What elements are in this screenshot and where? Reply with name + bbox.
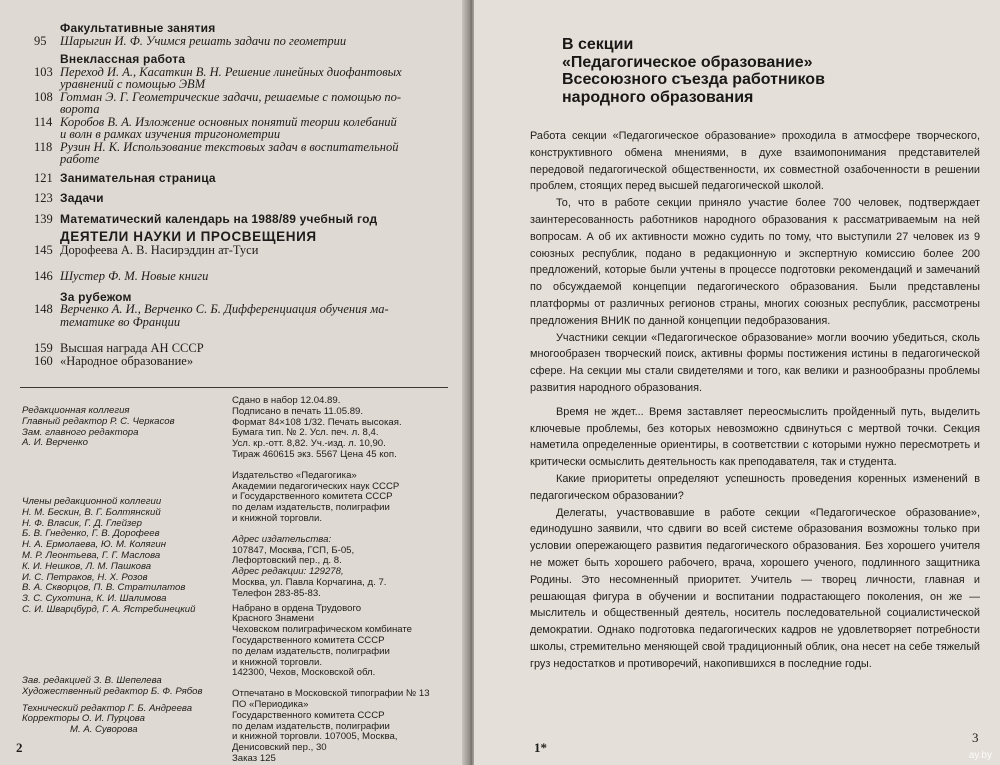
member-line: С. И. Шварцбурд, Г. А. Ястребинецкий (22, 603, 196, 615)
print-line: Формат 84×108 1/32. Печать высокая. (232, 416, 402, 428)
toc-title: Шустер Ф. М. Новые книги (60, 269, 209, 283)
member-line: Н. М. Бескин, В. Г. Болтянский (22, 506, 161, 518)
toc-entry (20, 355, 450, 368)
toc-page-number: 123 (34, 191, 53, 205)
toc-page-number: 145 (34, 242, 53, 257)
heading-line: народного образования (562, 88, 754, 106)
printed-line: Государственного комитета СССР (232, 709, 385, 721)
toc-title: Внеклассная работа (60, 52, 186, 66)
toc-page-number (20, 316, 60, 329)
address-line: Телефон 283-85-83. (232, 587, 321, 599)
toc-page-number: 160 (34, 353, 53, 368)
toc-title: и волн в рамках изучения тригонометрии (60, 127, 281, 141)
toc-entry (20, 103, 450, 116)
member-line: К. И. Нешков, Л. М. Пашкова (22, 560, 152, 572)
member-line: В. А. Скворцов, П. В. Стратилатов (22, 582, 186, 594)
toc-title: Рузин Н. К. Использование текстовых задач в воспитательной (60, 139, 399, 154)
toc-title: Переход И. А., Касаткин В. Н. Решение линейных диофантовых (60, 64, 402, 79)
members-title: Члены редакционной коллегии (22, 496, 162, 507)
editorial-members (22, 497, 195, 616)
toc-page-number: 108 (34, 89, 53, 104)
toc-page-number: 114 (34, 114, 53, 129)
editorial-line: А. И. Верченко (22, 437, 89, 449)
toc-title: Верченко А. И., Верченко С. Б. Дифференциация обучения ма- (60, 302, 389, 316)
editorial-line: Главный редактор Р. С. Черкасов (22, 415, 175, 427)
toc-page-number (20, 103, 60, 116)
article-paragraph: Делегаты, участвовавшие в работе секции «Педагогическое образование», единодушно заявили, что сдвиги во всей системе образования возможны только при условии опережающего развития педагогического образования. Без хорошего учителя не может быть хорошего рабочего, врача, хорошего ученого, подлинного защитника Родины. Это несомненный приоритет. Учитель — творец личности, главная и решающая фигура в обучении и воспитании подрастающего поколения, он же — мыслитель и общественный деятель, носитель последовательной социалистической демократии. Однако подготовка педагогических кадров не удовлетворяет потребности школы, стремительно меняющей свой традиционный облик, она несет на себе тяжелый груз недостатков и противоречий, накопившихся в последние годы. (530, 506, 980, 670)
printed-line: Отпечатано в Московской типографии № 13 (232, 688, 430, 700)
staff-line: Художественный редактор Б. Ф. Рябов (22, 685, 203, 697)
print-line: Бумага тип. № 2. Усл. печ. л. 8,4. (232, 427, 379, 439)
plant-line: и книжной торговли. (232, 656, 323, 668)
toc-title: Математический календарь на 1988/89 учебный год (60, 211, 378, 226)
address-line: Адрес издательства: (232, 533, 332, 545)
plant-line: Красного Знамени (232, 613, 314, 625)
address-line: Адрес редакции: 129278, (232, 566, 344, 578)
toc-title: тематике во Франции (60, 314, 181, 329)
toc-title: Занимательная страница (60, 170, 216, 185)
toc-entry (20, 22, 450, 35)
left-page (0, 0, 468, 765)
toc-title: Дорофеева А. В. Насирэддин ат-Туси (60, 242, 259, 257)
publisher-line: по делам издательств, полиграфии (232, 502, 390, 514)
editorial-line: Зам. главного редактора (22, 426, 139, 438)
address-line: 107847, Москва, ГСП, Б-05, (232, 544, 355, 556)
plant-line: по делам издательств, полиграфии (232, 645, 390, 657)
heading-line: Всесоюзного съезда работников (562, 71, 825, 88)
toc-title: Задачи (60, 191, 104, 205)
toc-page-number: 139 (34, 211, 53, 226)
article-body (530, 128, 980, 673)
editorial-board (22, 406, 175, 449)
publisher-line: Академии педагогических наук СССР (232, 480, 400, 492)
toc-title: уравнений с помощью ЭВМ (60, 77, 206, 91)
toc-title: За рубежом (60, 289, 132, 304)
toc-title: Факультативные занятия (60, 21, 216, 35)
toc-title: Шарыгин И. Ф. Учимся решать задачи по геометрии (60, 33, 347, 48)
print-line: Тираж 460615 экз. 5567 Цена 45 коп. (232, 448, 397, 460)
toc-title: «Народное образование» (60, 353, 194, 368)
plant-line: Чеховском полиграфическом комбинате (232, 624, 412, 636)
article-paragraph: Какие приоритеты определяют успешность проведения коренных изменений в педагогическом образовании? (530, 472, 980, 502)
toc-page-number: 103 (34, 64, 53, 79)
toc-title: Высшая награда АН СССР (60, 341, 204, 355)
printed-line: и книжной торговли. 107005, Москва, (232, 731, 398, 743)
toc-entry (20, 128, 450, 141)
toc-entry (20, 342, 450, 355)
toc-page-number (20, 128, 60, 141)
member-line: М. Р. Леонтьева, Г. Г. Маслова (22, 549, 161, 561)
address-line: Лефортовский пер., д. 8. (232, 555, 342, 567)
heading-line: В секции (562, 36, 634, 53)
toc-title: Готман Э. Г. Геометрические задачи, решаемые с помощью по- (60, 89, 402, 104)
address-line: Москва, ул. Павла Корчагина, д. 7. (232, 576, 387, 588)
toc-entry (20, 231, 450, 244)
toc-title: Коробов В. А. Изложение основных понятий теории колебаний (60, 114, 397, 129)
toc-page-number (20, 53, 60, 66)
toc-title: работе (60, 152, 100, 166)
article-paragraph: То, что в работе секции приняло участие более 700 человек, подтверждает заинтересованность работников народного образования к рассматриваемым на ней вопросам. А об их активности можно судить по тому, что выступили 27 человек из 9 союзных республик, подано в редакционную и экспертную комиссию более 200 предложений, которые были учтены в процессе подготовки рекомендаций и замечаний по обсуждаемой концепции педагогического образования. Были представлены платформы от различных регионов страны, многих союзных республик, рассмотрены предложения ВНИК по данной концепции педобразования. (530, 197, 980, 327)
table-of-contents (20, 22, 450, 367)
toc-page-number (20, 22, 60, 35)
member-line: Н. Ф. Власик, Г. Д. Глейзер (22, 517, 142, 529)
toc-entry (20, 78, 450, 91)
printed-line: ПО «Периодика» (232, 698, 309, 710)
member-line: Б. В. Гнеденко, Г. В. Дорофеев (22, 528, 160, 540)
printed-line: Заказ 125 (232, 752, 276, 764)
toc-entry (20, 153, 450, 166)
printed-line: по делам издательств, полиграфии (232, 720, 390, 732)
toc-page-number (20, 78, 60, 91)
staff-line: М. А. Суворова (70, 724, 138, 736)
article-paragraph: Время не ждет... Время заставляет переосмыслить пройденный путь, выделить ключевые проблемы, без которых невозможно сдвинуться с мертвой точки. Секция наметила определенные ориентиры, в соответствии с которыми нужно пересмотреть и критически осмыслить деятельность как преподавателя, так и студента. (530, 405, 980, 469)
article-paragraph: Участники секции «Педагогическое образование» могли воочию убедиться, сколь многообразен творческий поиск, активны формы постижения истины в педагогической сфере. На секции мы стали свидетелями и того, как велики и разнообразны проблемы развития народного образования. (530, 331, 980, 394)
toc-entry (20, 316, 450, 329)
toc-page-number (20, 231, 60, 244)
printed-line: Денисовский пер., 30 (232, 742, 327, 754)
toc-page-number (20, 153, 60, 166)
signature-mark: 1* (534, 740, 547, 755)
toc-entry (20, 35, 450, 48)
toc-page-number: 159 (34, 341, 53, 355)
toc-page-number: 118 (34, 139, 53, 154)
publisher-line: и Государственного комитета СССР (232, 491, 393, 503)
divider-rule (20, 387, 448, 388)
imprint-column (232, 396, 452, 765)
publisher-line: Издательство «Педагогика» (232, 469, 357, 481)
toc-entry (20, 192, 450, 205)
editorial-staff (22, 676, 203, 736)
right-page (474, 0, 1000, 765)
member-line: З. С. Сухотина, К. И. Шалимова (22, 593, 167, 605)
article-paragraph: Работа секции «Педагогическое образование» проходила в атмосфере творческого, конструктивного обмена мнениями, в духе взаимопонимания представителей передовой педагогической общественности, их совместной озабоченности в решении проблем, стоящих перед высшей педагогической школой. (530, 130, 980, 193)
toc-entry (20, 303, 450, 316)
staff-line: Зав. редакцией З. В. Шепелева (22, 675, 162, 686)
heading-line: «Педагогическое образование» (562, 53, 813, 71)
toc-entry (20, 172, 450, 185)
plant-line: Государственного комитета СССР (232, 634, 385, 646)
print-line: Подписано в печать 11.05.89. (232, 405, 364, 417)
toc-title: ворота (60, 102, 100, 116)
member-line: Н. А. Ермолаева, Ю. М. Колягин (22, 539, 166, 551)
staff-line: Технический редактор Г. Б. Андреева (22, 702, 193, 714)
toc-entry (20, 270, 450, 283)
toc-page-number: 148 (34, 302, 53, 316)
plant-line: Набрано в ордена Трудового (232, 602, 362, 614)
article-heading (562, 36, 825, 106)
page-number-right: 3 (972, 730, 979, 745)
toc-entry (20, 53, 450, 66)
toc-entry (20, 213, 450, 226)
print-line: Усл. кр.-отт. 8,82. Уч.-изд. л. 10,90. (232, 438, 386, 450)
editorial-line: Редакционная коллегия (22, 405, 130, 416)
print-line: Сдано в набор 12.04.89. (232, 395, 341, 406)
plant-line: 142300, Чехов, Московской обл. (232, 667, 376, 679)
toc-page-number: 95 (34, 33, 47, 48)
staff-line: Корректоры О. И. Пурцова (22, 713, 145, 725)
publisher-line: и книжной торговли. (232, 512, 323, 524)
member-line: И. С. Петраков, Н. Х. Розов (22, 571, 148, 583)
toc-page-number: 146 (34, 269, 53, 283)
toc-entry (20, 244, 450, 257)
watermark-text: ay.by (968, 750, 992, 761)
toc-page-number: 121 (34, 170, 53, 185)
page-number-left: 2 (16, 740, 23, 755)
toc-title: ДЕЯТЕЛИ НАУКИ И ПРОСВЕЩЕНИЯ (60, 229, 317, 244)
